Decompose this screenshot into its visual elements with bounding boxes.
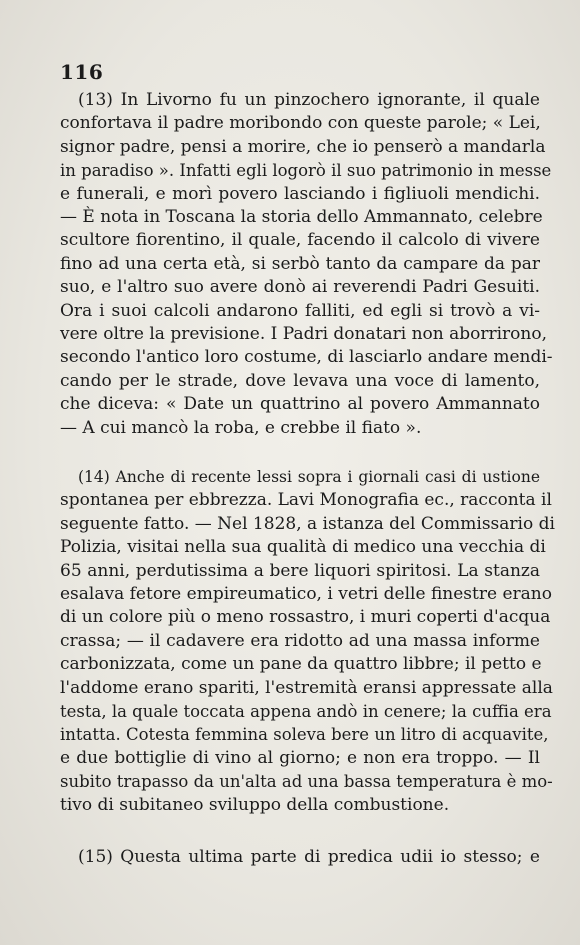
text-line: intatta. Cotesta femmina soleva bere un litro di acquavite, [60, 725, 549, 745]
text-line: testa, la quale toccata appena andò in cenere; la cuffia era [60, 702, 552, 722]
text-line: in paradiso ». Infatti egli logorò il suo patrimonio in messe [60, 161, 552, 181]
text-line: e due bottiglie di vino al giorno; e non era troppo. — Il [60, 747, 540, 768]
text-line: scultore fiorentino, il quale, facendo il calcolo di vivere [60, 230, 540, 251]
text-line: e funerali, e morì povero lasciando i figliuoli mendichi. [60, 183, 540, 204]
text-line: signor padre, pensi a morire, che io penserò a mandarla [60, 136, 546, 157]
text-line: (13) In Livorno fu un pinzochero ignorante, il quale [78, 90, 540, 110]
text-line: confortava il padre moribondo con queste parole; « Lei, [60, 113, 541, 134]
text-line: di un colore più o meno rossastro, i muri coperti d'acqua [60, 607, 551, 628]
text-line: subito trapasso da un'alta ad una bassa temperatura è mo- [60, 772, 553, 792]
text-line: seguente fatto. — Nel 1828, a istanza del Commissario di [60, 513, 555, 534]
text-line: secondo l'antico loro costume, di lasciarlo andare mendi- [60, 347, 553, 368]
text-line: 65 anni, perdutissima a bere liquori spiritosi. La stanza [60, 560, 540, 581]
text-line: fino ad una certa età, si serbò tanto da campare da par [60, 253, 540, 274]
text-line: che diceva: « Date un quattrino al povero Ammannato [60, 394, 540, 415]
text-line: Ora i suoi calcoli andarono falliti, ed egli si trovò a vi- [60, 300, 540, 321]
text-line: cando per le strade, dove levava una voce di lamento, [60, 370, 540, 391]
text-line: suo, e l'altro suo avere donò ai reverendi Padri Gesuiti. [60, 277, 540, 298]
text-line: — È nota in Toscana la storia dello Ammannato, celebre [60, 207, 543, 228]
footnote-13 [60, 89, 553, 440]
text-line: Polizia, visitai nella sua qualità di medico una vecchia di [60, 537, 546, 558]
text-line: — A cui mancò la roba, e crebbe il fiato ». [60, 417, 422, 438]
text-line: tivo di subitaneo sviluppo della combustione. [60, 794, 450, 815]
text-line: (14) Anche di recente lessi sopra i giornali casi di ustione [78, 468, 540, 486]
text-line: esalava fetore empireumatico, i vetri delle finestre erano [60, 584, 552, 605]
text-line: carbonizzata, come un pane da quattro libbre; il petto e [60, 654, 542, 675]
footnote-15 [60, 846, 540, 869]
footnote-14 [60, 466, 555, 817]
text-line: l'addome erano spariti, l'estremità eransi appressate alla [60, 677, 553, 698]
text-line: spontanea per ebbrezza. Lavi Monografia ec., racconta il [60, 490, 552, 511]
page-number: 116 [60, 60, 104, 84]
text-line: vere oltre la previsione. I Padri donatari non aborrirono, [60, 324, 547, 345]
text-line: (15) Questa ultima parte di predica udii io stesso; e [78, 847, 540, 867]
text-line: crassa; — il cadavere era ridotto ad una massa informe [60, 630, 540, 651]
